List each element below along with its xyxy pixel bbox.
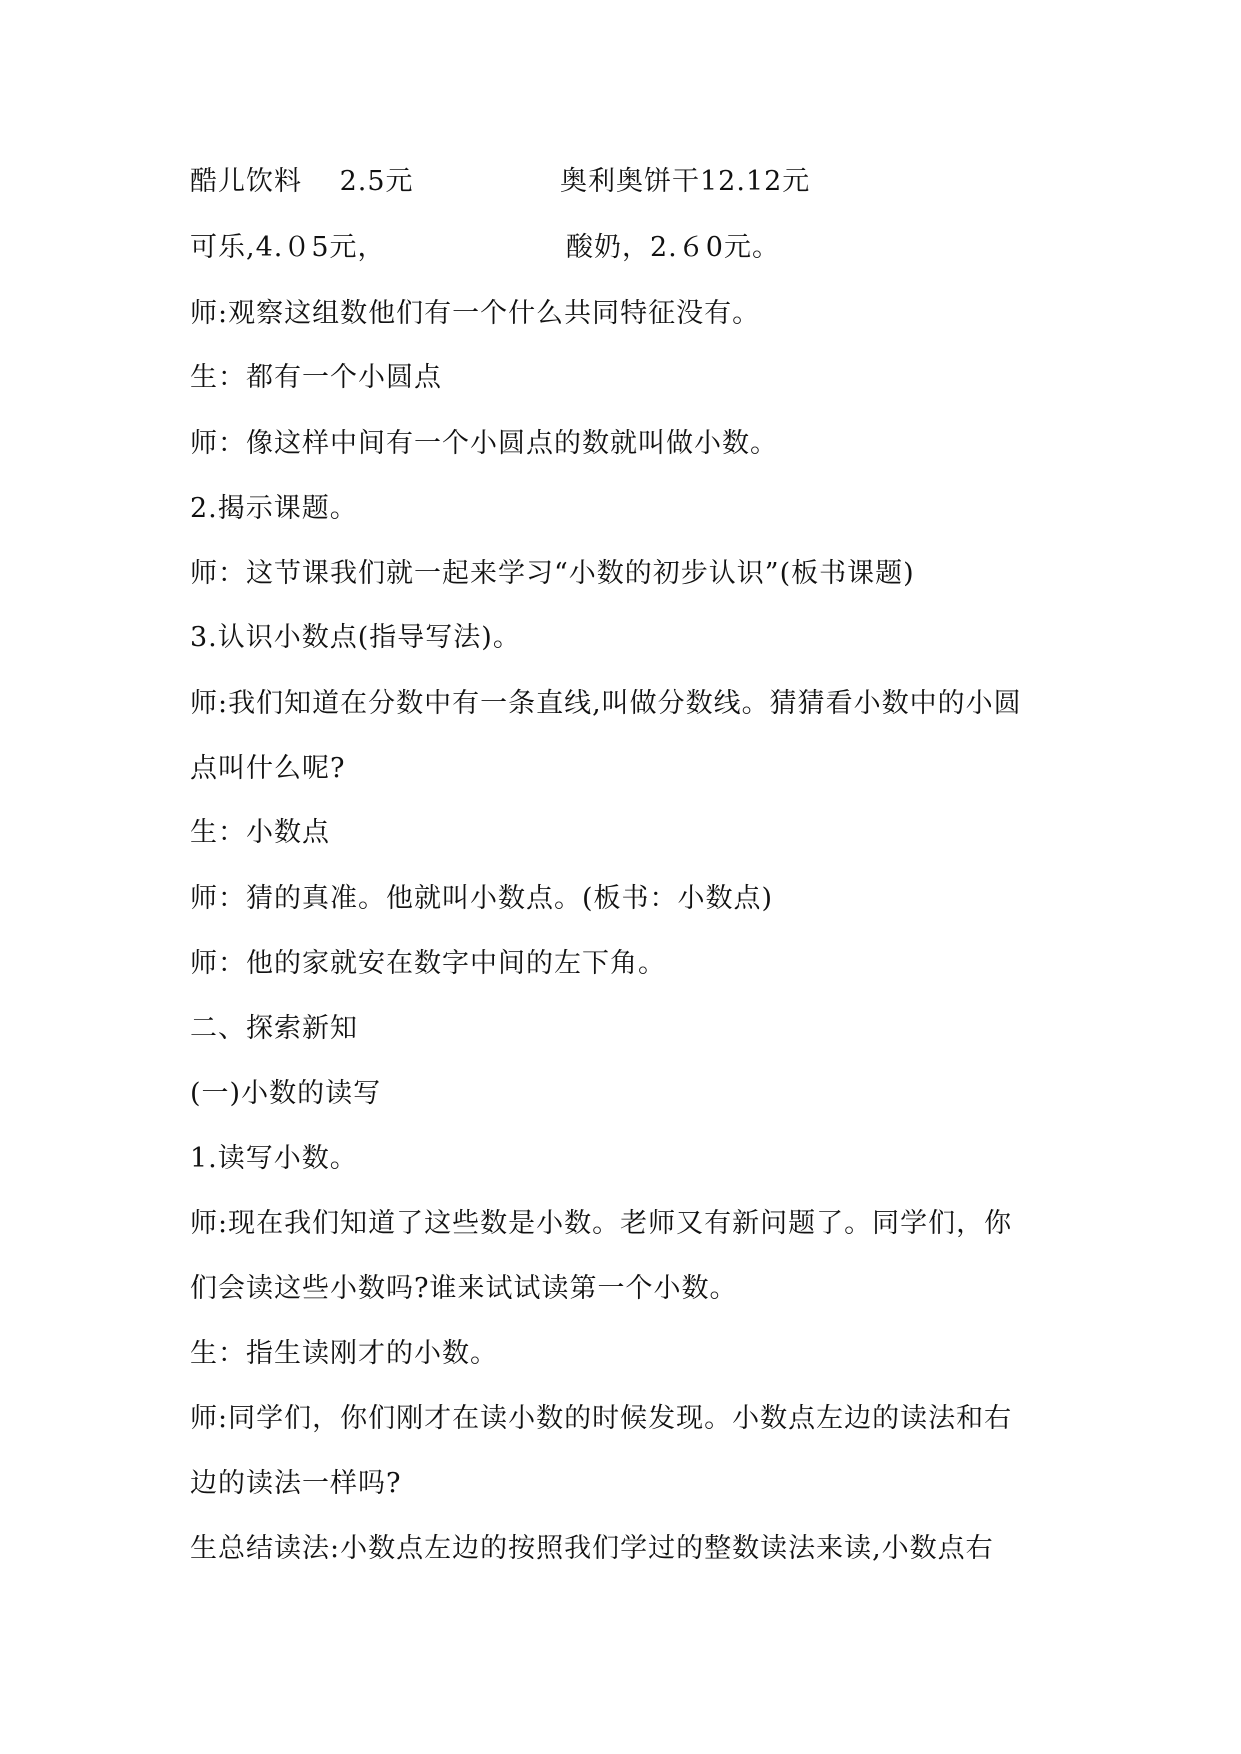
section-heading: 二、探索新知 <box>190 1013 358 1044</box>
text-line: 师：猜的真准。他就叫小数点。(板书：小数点) <box>190 883 774 914</box>
text-line: 生：指生读刚才的小数。 <box>190 1338 498 1369</box>
section-step-2: 2.揭示课题。 <box>190 493 358 524</box>
price-line-1 <box>190 164 811 200</box>
price-item-yogurt: 酸奶，2.６0元。 <box>566 232 780 263</box>
subsection-heading: (一)小数的读写 <box>190 1078 382 1109</box>
text-line: 生总结读法:小数点左边的按照我们学过的整数读法来读,小数点右 <box>190 1533 994 1564</box>
text-line: 师:同学们，你们刚才在读小数的时候发现。小数点左边的读法和右 <box>190 1403 1013 1434</box>
text-line: 们会读这些小数吗?谁来试试读第一个小数。 <box>190 1273 738 1304</box>
text-line: 师:我们知道在分数中有一条直线,叫做分数线。猜猜看小数中的小圆 <box>190 688 1022 719</box>
section-step-1: 1.读写小数。 <box>190 1143 358 1174</box>
text-line: 师:现在我们知道了这些数是小数。老师又有新问题了。同学们，你 <box>190 1208 1013 1239</box>
price-item-biscuit: 奥利奥饼干12.12元 <box>560 166 811 197</box>
text-line: 师:观察这组数他们有一个什么共同特征没有。 <box>190 298 761 329</box>
text-line: 师：他的家就安在数字中间的左下角。 <box>190 948 666 979</box>
text-line: 师：这节课我们就一起来学习“小数的初步认识”(板书课题) <box>190 558 915 589</box>
price-item-drink: 酷儿饮料 2.5元 <box>190 166 414 197</box>
text-line: 师：像这样中间有一个小圆点的数就叫做小数。 <box>190 428 778 459</box>
price-line-2 <box>190 230 780 266</box>
text-line: 点叫什么呢? <box>190 753 346 784</box>
section-step-3: 3.认识小数点(指导写法)。 <box>190 622 521 653</box>
text-line: 生：都有一个小圆点 <box>190 362 442 393</box>
text-line: 边的读法一样吗? <box>190 1468 402 1499</box>
text-line: 生：小数点 <box>190 817 330 848</box>
price-item-cola: 可乐,4.０5元， <box>190 232 386 263</box>
